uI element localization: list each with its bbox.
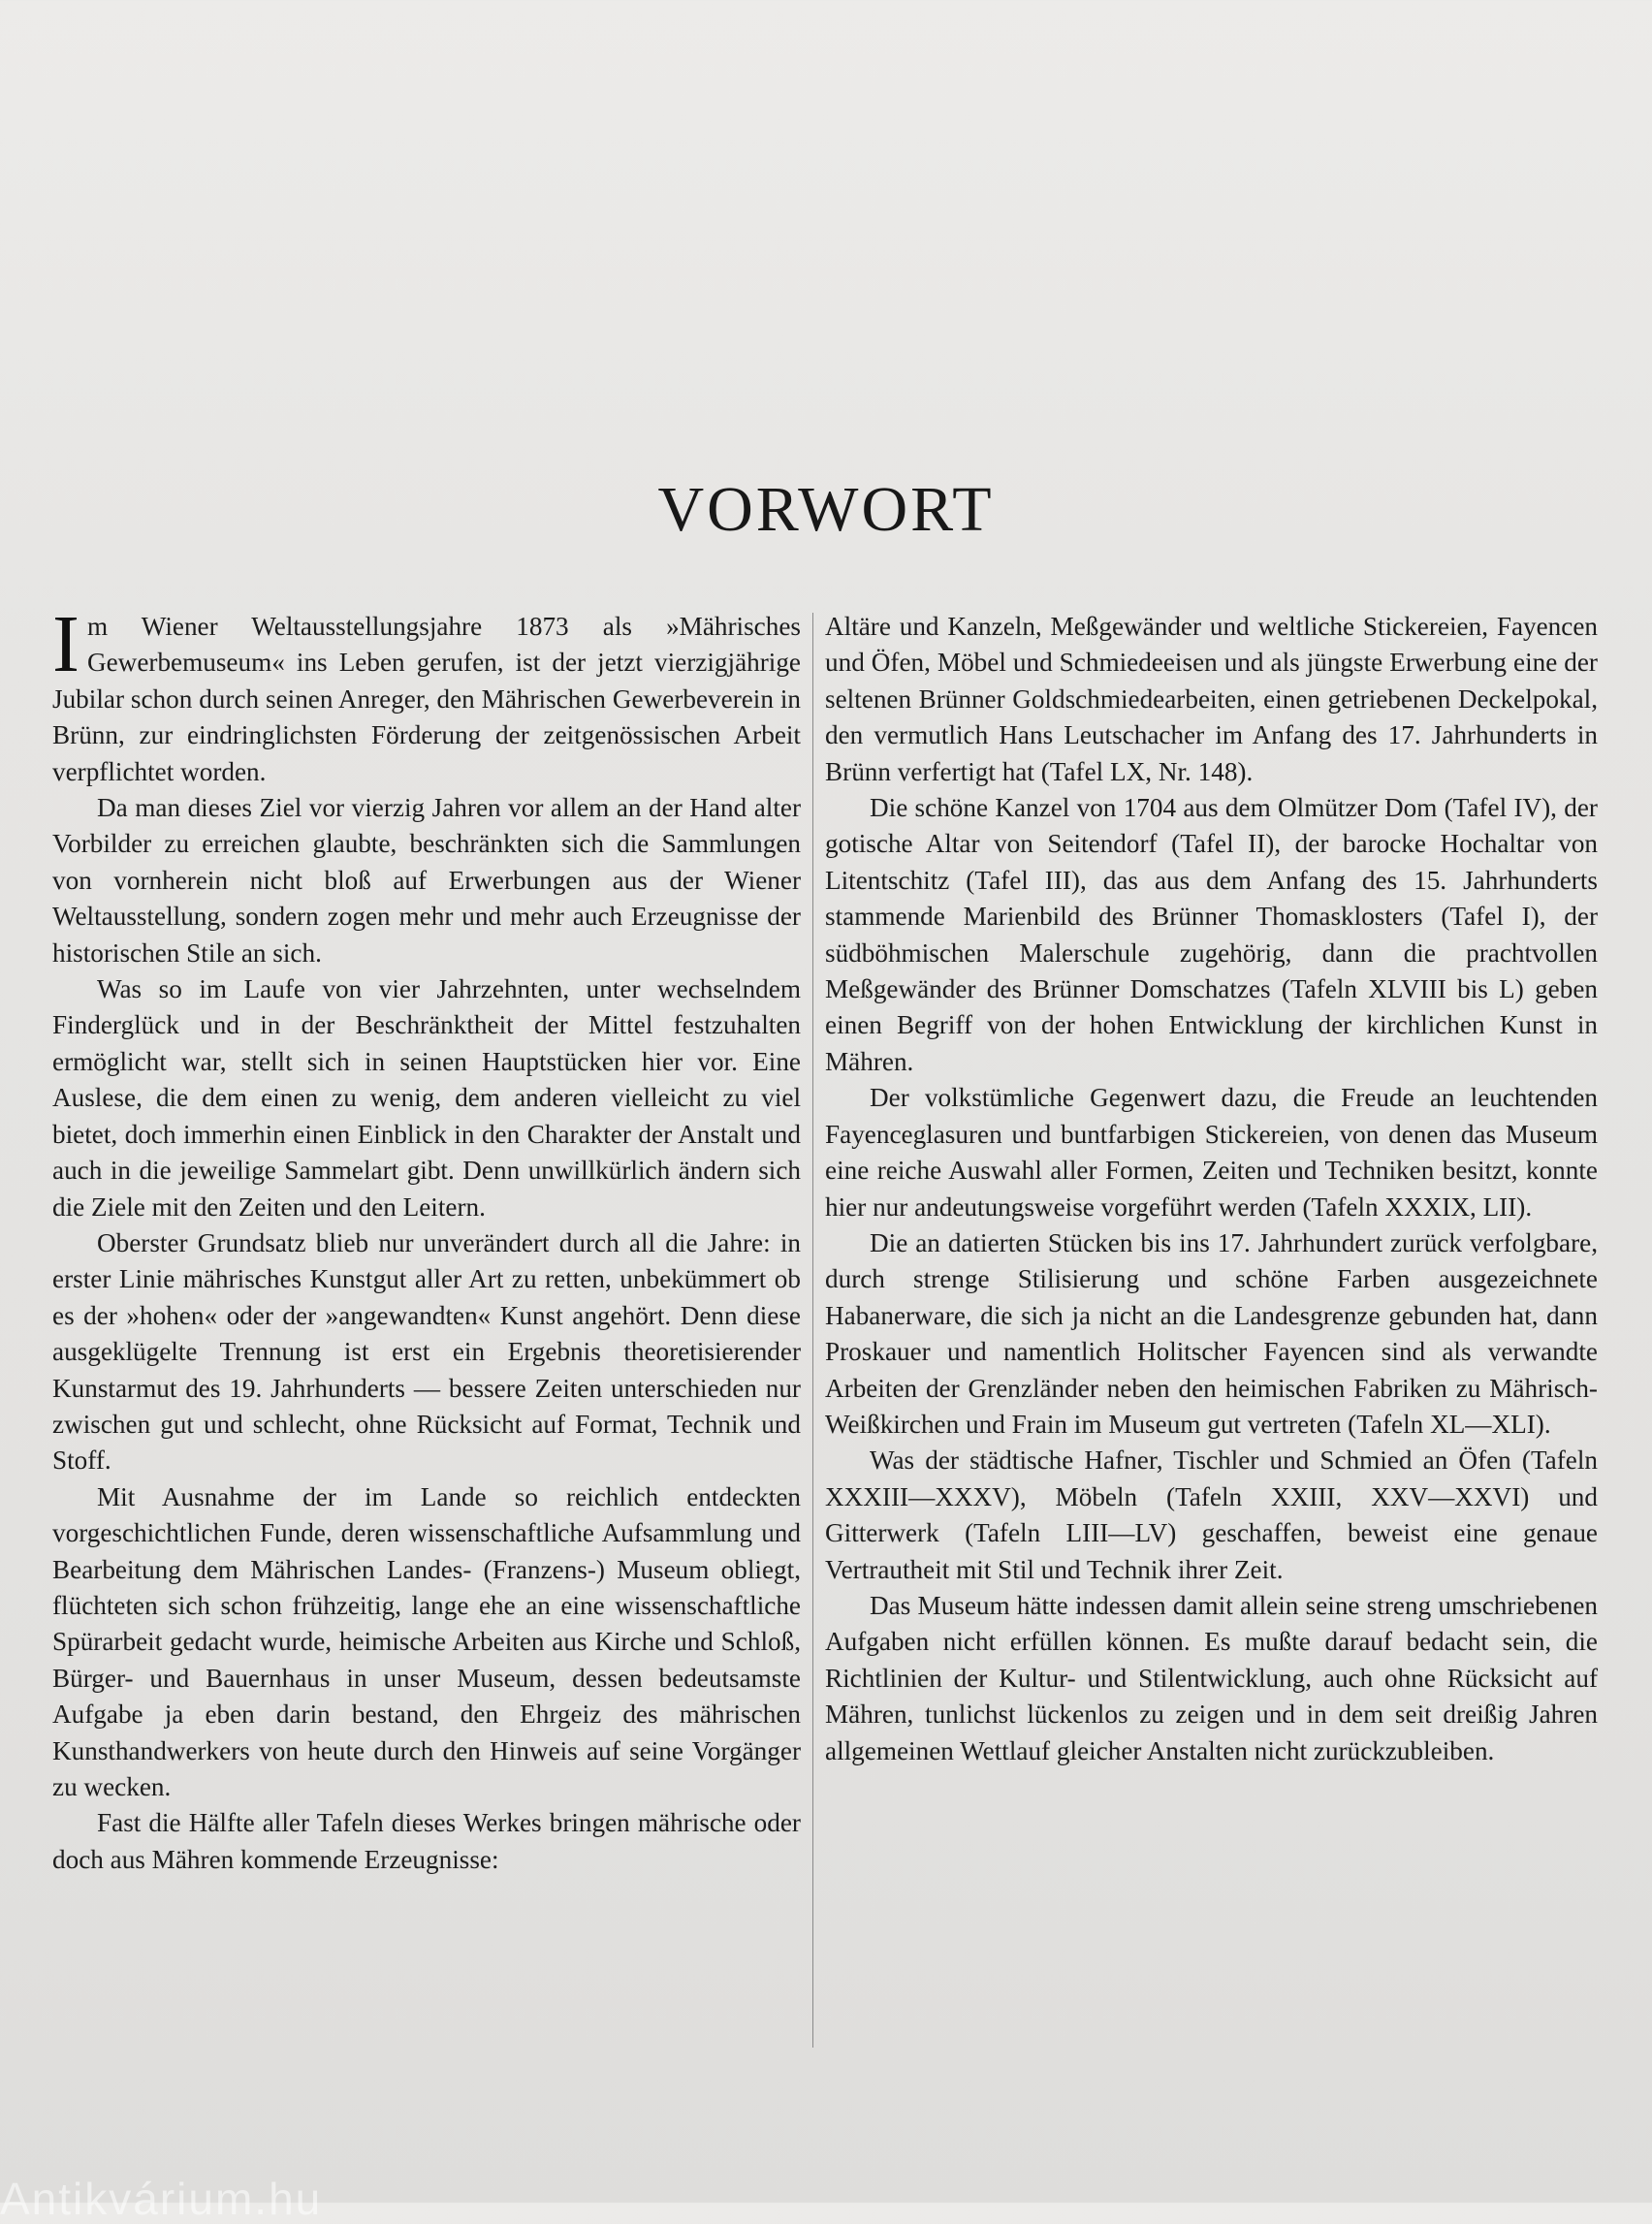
column-divider: [812, 613, 813, 2048]
paragraph-6: Fast die Hälfte aller Tafeln dieses Werkes bringen mährische oder doch aus Mähren kommende Erzeugnisse:: [52, 1808, 801, 1874]
paragraph-1-text: m Wiener Weltausstellungsjahre 1873 als »Mährisches Gewerbemuseum« ins Leben gerufen, ist der jetzt vierzigjährige Jubilar schon durch seinen Anreger, den Mährischen Gewerbeverein in Brünn, zur eindringlichsten Förderung der zeitgenössischen Arbeit verpflichtet worden.: [52, 612, 801, 786]
paragraph-10: Die an datierten Stücken bis ins 17. Jahrhundert zurück verfolgbare, durch strenge Stilisierung und schöne Farben ausgezeichnete Habanerware, die sich ja nicht an die Landesgrenze gebunden hat, dann Proskauer und namentlich Holitscher Fayencen sind als verwandte Arbeiten der Grenzländer neben den heimischen Fabriken zu Mährisch-Weißkirchen und Frain im Museum gut vertreten (Tafeln XL—XLI).: [825, 1227, 1598, 1439]
dropcap-letter: I: [52, 599, 79, 689]
paragraph-5: Mit Ausnahme der im Lande so reichlich entdeckten vorgeschichtlichen Funde, deren wissenschaftliche Aufsammlung und Bearbeitung dem Mährischen Landes- (Franzens-) Museum obliegt, flüchteten sich schon frühzeitig, lange ehe an eine wissenschaftliche Spürarbeit gedacht wurde, heimische Arbeiten aus Kirche und Schloß, Bürger- und Bauernhaus in unser Museum, dessen bedeutsamste Aufgabe ja eben darin bestand, den Ehrgeiz des mährischen Kunsthandwerkers von heute durch den Hinweis auf seine Vorgänger zu wecken.: [52, 1481, 801, 1801]
right-column: [825, 609, 1598, 1769]
paragraph-9: Der volkstümliche Gegenwert dazu, die Freude an leuchtenden Fayenceglasuren und buntfarbigen Stickereien, von denen das Museum eine reiche Auswahl aller Formen, Zeiten und Techniken besitzt, konnte hier nur andeutungsweise vorgeführt werden (Tafeln XXXIX, LII).: [825, 1083, 1598, 1222]
paragraph-7: Altäre und Kanzeln, Meßgewänder und weltliche Stickereien, Fayencen und Öfen, Möbel und Schmiedeeisen und als jüngste Erwerbung eine der seltenen Brünner Goldschmiedearbeiten, einen getriebenen Deckelpokal, den vermutlich Hans Leutschacher im Anfang des 17. Jahrhunderts in Brünn verfertigt hat (Tafel LX, Nr. 148).: [825, 612, 1598, 786]
paragraph-11: Was der städtische Hafner, Tischler und Schmied an Öfen (Tafeln XXXIII—XXXV), Möbeln (Tafeln XXIII, XXV—XXVI) und Gitterwerk (Tafeln LIII—LV) geschaffen, beweist eine genaue Vertrautheit mit Stil und Technik ihrer Zeit.: [825, 1446, 1598, 1584]
page-title: VORWORT: [657, 474, 995, 545]
paragraph-3: Was so im Laufe von vier Jahrzehnten, unter wechselndem Finderglück und in der Beschränktheit der Mittel festzuhalten ermöglicht war, stellt sich in seinen Hauptstücken hier vor. Eine Auslese, die dem einen zu wenig, dem anderen vielleicht zu viel bietet, doch immerhin einen Einblick in den Charakter der Anstalt und auch in die jeweilige Sammelart gibt. Denn unwillkürlich ändern sich die Ziele mit den Zeiten und den Leitern.: [52, 974, 801, 1222]
paragraph-4: Oberster Grundsatz blieb nur unverändert durch all die Jahre: in erster Linie mährisches Kunstgut aller Art zu retten, unbekümmert ob es der »hohen« oder der »angewandten« Kunst angehört. Denn diese ausgeklügelte Trennung ist erst ein Ergebnis theoretisierender Kunstarmut des 19. Jahrhunderts — bessere Zeiten unterschieden nur zwischen gut und schlecht, ohne Rücksicht auf Format, Technik und Stoff.: [52, 1227, 801, 1476]
left-column: [52, 599, 801, 1878]
watermark-text: Antikvárium.hu: [0, 2174, 323, 2224]
paragraph-1: [52, 599, 801, 790]
paragraph-8: Die schöne Kanzel von 1704 aus dem Olmützer Dom (Tafel IV), der gotische Altar von Seitendorf (Tafel II), der barocke Hochaltar von Litentschitz (Tafel III), das aus dem Anfang des 15. Jahrhunderts stammende Marienbild des Brünner Thomasklosters (Tafel I), der südböhmischen Malerschule zugehörig, dann die prachtvollen Meßgewänder des Brünner Domschatzes (Tafeln XLVIII bis L) geben einen Begriff von der hohen Entwicklung der kirchlichen Kunst in Mähren.: [825, 793, 1598, 1076]
paragraph-12: Das Museum hätte indessen damit allein seine streng umschriebenen Aufgaben nicht erfüllen können. Es mußte darauf bedacht sein, die Richtlinien der Kultur- und Stilentwicklung, auch ohne Rücksicht auf Mähren, tunlichst lückenlos zu zeigen und in dem seit dreißig Jahren allgemeinen Wettlauf gleicher Anstalten nicht zurückzubleiben.: [825, 1590, 1598, 1765]
paragraph-2: Da man dieses Ziel vor vierzig Jahren vor allem an der Hand alter Vorbilder zu erreichen glaubte, beschränkten sich die Sammlungen von vornherein nicht bloß auf Erwerbungen aus der Wiener Weltausstellung, sondern zogen mehr und mehr auch Erzeugnisse der historischen Stile an sich.: [52, 793, 801, 968]
